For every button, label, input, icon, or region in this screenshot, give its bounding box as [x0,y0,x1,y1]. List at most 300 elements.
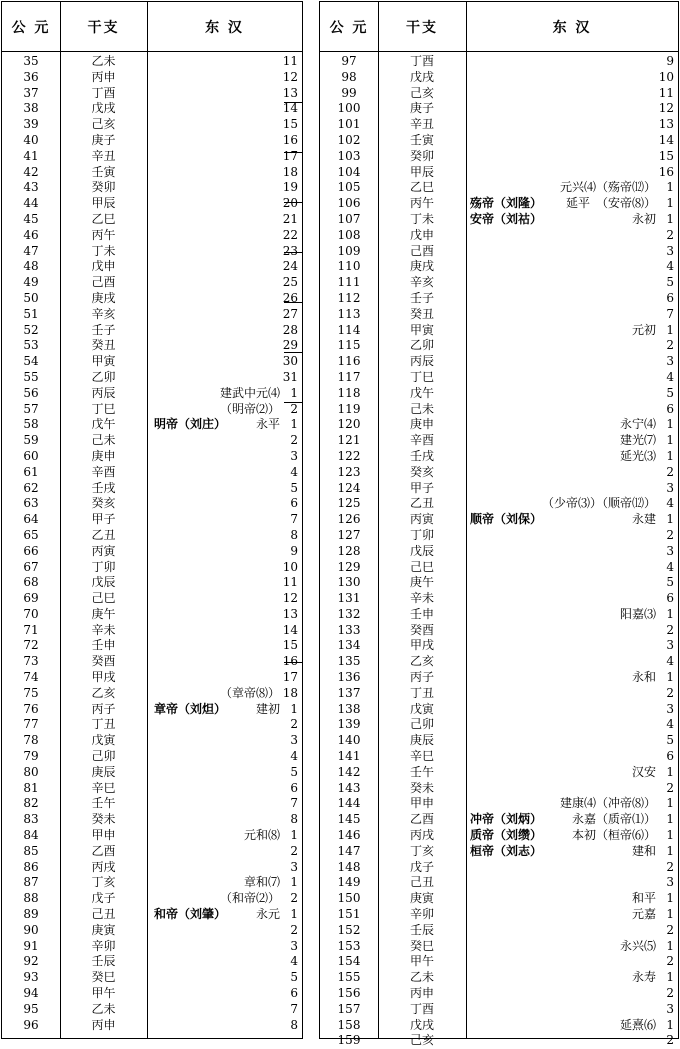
year-number: 5 [666,575,674,590]
year-cell: 88 [23,891,39,906]
table-row [320,402,678,418]
year-cell: 56 [23,385,39,400]
year-cell: 90 [23,922,39,937]
year-cell: 130 [337,575,361,590]
table-row [2,402,302,418]
ganzhi-cell: 戊申 [91,259,116,274]
year-number: 2 [290,433,298,448]
header-year: 公 元 [320,2,378,52]
year-cell: 98 [341,69,357,84]
table-row [2,1018,302,1034]
year-number: 1 [666,1017,674,1032]
year-cell: 47 [23,243,39,258]
year-cell: 133 [337,622,361,637]
table-row [2,86,302,102]
year-cell: 138 [337,701,361,716]
ganzhi-cell: 己巳 [91,591,116,606]
year-cell: 132 [337,606,361,621]
year-cell: 91 [23,938,39,953]
year-number: 2 [666,1033,674,1048]
table-row [2,828,302,844]
year-number: 6 [290,496,298,511]
year-number: 23 [282,243,298,258]
year-cell: 145 [337,812,361,827]
year-cell: 87 [23,875,39,890]
year-number: 4 [666,717,674,732]
table-row [320,1033,678,1049]
table-row [2,923,302,939]
year-number: 1 [666,512,674,527]
table-row [320,481,678,497]
table-row [2,654,302,670]
reign-title: 永嘉（质帝⑴） [571,812,656,827]
table-row [2,907,302,923]
table-row [320,133,678,149]
year-cell: 53 [23,338,39,353]
edge-tick [284,152,302,153]
year-number: 4 [666,654,674,669]
year-cell: 123 [337,464,361,479]
year-cell: 94 [23,986,39,1001]
table-row [320,212,678,228]
year-number: 8 [290,527,298,542]
year-number: 2 [666,685,674,700]
ganzhi-cell: 壬戌 [409,448,434,463]
table-row [2,607,302,623]
table-row [2,323,302,339]
ganzhi-cell: 丙子 [91,701,116,716]
year-cell: 82 [23,796,39,811]
table-row [2,860,302,876]
table-row [2,180,302,196]
ganzhi-cell: 丁酉 [91,85,116,100]
year-number: 31 [282,369,298,384]
year-number: 1 [666,670,674,685]
reign-title: 元初 [631,322,656,337]
reign-title: 阳嘉⑶ [619,606,656,621]
year-number: 1 [290,875,298,890]
ganzhi-cell: 戊寅 [409,701,434,716]
table-row [320,970,678,986]
table-row [320,1018,678,1034]
year-number: 2 [290,717,298,732]
year-number: 6 [666,401,674,416]
year-cell: 126 [337,512,361,527]
year-cell: 128 [337,543,361,558]
year-cell: 106 [337,196,361,211]
table-row [320,686,678,702]
ganzhi-cell: 壬申 [91,638,116,653]
table-row [320,117,678,133]
edge-tick [284,402,302,403]
emperor-name: 和帝（刘肇） [154,907,227,922]
year-number: 9 [290,543,298,558]
year-cell: 61 [23,464,39,479]
year-cell: 57 [23,401,39,416]
ganzhi-cell: 庚申 [91,448,116,463]
ganzhi-cell: 丁亥 [91,875,116,890]
year-number: 6 [666,749,674,764]
ganzhi-cell: 戊戌 [409,69,434,84]
table-row [320,180,678,196]
year-number: 1 [290,701,298,716]
table-row [2,370,302,386]
year-cell: 96 [23,1017,39,1032]
year-number: 26 [282,290,298,305]
ganzhi-cell: 癸卯 [409,148,434,163]
year-cell: 73 [23,654,39,669]
year-number: 1 [666,196,674,211]
year-cell: 114 [337,322,361,337]
reign-title: 本初（桓帝⑹） [571,828,656,843]
table-row [2,54,302,70]
ganzhi-cell: 乙丑 [91,527,116,542]
table-row [320,70,678,86]
reign-title: 和平 [631,891,656,906]
table-row [2,196,302,212]
year-number: 16 [658,164,674,179]
year-number: 24 [282,259,298,274]
year-number: 7 [290,512,298,527]
year-cell: 35 [23,54,39,68]
table-row [2,796,302,812]
table-row [2,244,302,260]
year-number: 1 [666,433,674,448]
year-cell: 120 [337,417,361,432]
reign-title: （少帝⑶）（顺帝⑿） [541,496,656,511]
ganzhi-cell: 乙巳 [91,211,116,226]
year-number: 10 [282,559,298,574]
emperor-name: 顺帝（刘保） [470,512,543,527]
year-number: 13 [282,606,298,621]
reign-title: 建武中元⑷ [219,385,280,400]
reign-title: 永寿 [631,970,656,985]
ganzhi-cell: 甲子 [409,480,434,495]
year-number: 1 [666,907,674,922]
year-number: 5 [666,733,674,748]
ganzhi-cell: 庚申 [409,417,434,432]
emperor-name: 明帝（刘庄） [154,417,227,432]
year-cell: 50 [23,290,39,305]
table-row [2,165,302,181]
year-cell: 97 [341,54,357,68]
ganzhi-cell: 甲午 [409,954,434,969]
year-number: 11 [282,575,298,590]
year-number: 1 [666,812,674,827]
table-row [2,544,302,560]
left-table-body [2,54,302,1033]
year-number: 29 [282,338,298,353]
table-row [2,386,302,402]
emperor-name: 章帝（刘炟） [154,701,227,716]
table-row [2,1002,302,1018]
table-row [320,591,678,607]
reign-title: 延熹⑹ [619,1017,656,1032]
table-row [320,449,678,465]
year-number: 1 [666,606,674,621]
table-row [2,528,302,544]
year-cell: 148 [337,859,361,874]
header-dynasty: 东 汉 [466,2,678,52]
year-number: 13 [282,85,298,100]
table-row [320,954,678,970]
edge-tick [284,252,302,253]
year-cell: 157 [337,1001,361,1016]
year-number: 3 [666,354,674,369]
year-number: 2 [666,622,674,637]
year-cell: 66 [23,543,39,558]
table-row [320,923,678,939]
right-table-body [320,54,678,1049]
header-year: 公 元 [2,2,60,52]
ganzhi-cell: 辛亥 [91,306,116,321]
year-number: 3 [666,638,674,653]
year-number: 12 [658,101,674,116]
table-row [320,986,678,1002]
ganzhi-cell: 戊戌 [409,1017,434,1032]
table-row [320,860,678,876]
table-row [320,891,678,907]
year-cell: 41 [23,148,39,163]
year-number: 3 [666,701,674,716]
ganzhi-cell: 乙酉 [409,812,434,827]
table-row [320,307,678,323]
header-dynasty: 东 汉 [147,2,302,52]
year-cell: 150 [337,891,361,906]
table-row [320,812,678,828]
year-number: 15 [282,117,298,132]
year-cell: 125 [337,496,361,511]
ganzhi-cell: 甲戌 [409,638,434,653]
table-row [2,560,302,576]
year-cell: 37 [23,85,39,100]
ganzhi-cell: 戊辰 [91,575,116,590]
ganzhi-cell: 己丑 [91,907,116,922]
reign-title: 延平 （安帝⑻） [565,196,656,211]
table-row [2,70,302,86]
table-row [2,812,302,828]
ganzhi-cell: 庚子 [91,132,116,147]
year-cell: 104 [337,164,361,179]
year-cell: 76 [23,701,39,716]
ganzhi-cell: 戊午 [91,417,116,432]
year-cell: 36 [23,69,39,84]
ganzhi-cell: 壬寅 [409,132,434,147]
year-number: 6 [666,591,674,606]
ganzhi-cell: 庚午 [91,606,116,621]
year-cell: 152 [337,922,361,937]
emperor-name: 桓帝（刘志） [470,843,543,858]
ganzhi-cell: 丙戌 [409,828,434,843]
year-number: 7 [666,306,674,321]
ganzhi-cell: 辛酉 [91,464,116,479]
year-number: 2 [666,986,674,1001]
table-row [2,117,302,133]
ganzhi-cell: 丙申 [409,986,434,1001]
year-cell: 65 [23,527,39,542]
year-number: 4 [290,749,298,764]
year-number: 1 [290,907,298,922]
year-number: 3 [666,243,674,258]
year-cell: 135 [337,654,361,669]
year-number: 5 [666,385,674,400]
year-number: 2 [666,527,674,542]
table-row [2,986,302,1002]
year-number: 13 [658,117,674,132]
year-cell: 59 [23,433,39,448]
reign-title: 建和 [631,843,656,858]
reign-title: （和帝⑵） [219,891,280,906]
emperor-name: 质帝（刘缵） [470,828,543,843]
year-cell: 140 [337,733,361,748]
year-cell: 129 [337,559,361,574]
ganzhi-cell: 甲子 [91,512,116,527]
year-cell: 112 [337,290,361,305]
table-row [2,338,302,354]
ganzhi-cell: 庚子 [409,101,434,116]
year-number: 3 [290,938,298,953]
table-row [2,228,302,244]
year-cell: 105 [337,180,361,195]
year-number: 1 [666,764,674,779]
year-number: 2 [290,401,298,416]
year-number: 8 [290,812,298,827]
table-row [320,433,678,449]
year-number: 1 [666,891,674,906]
year-cell: 58 [23,417,39,432]
table-row [2,939,302,955]
year-cell: 78 [23,733,39,748]
year-number: 30 [282,354,298,369]
ganzhi-cell: 辛卯 [91,938,116,953]
year-number: 1 [666,417,674,432]
year-number: 2 [666,227,674,242]
ganzhi-cell: 丙午 [409,196,434,211]
year-cell: 95 [23,1001,39,1016]
year-number: 28 [282,322,298,337]
year-number: 1 [666,796,674,811]
year-number: 16 [282,654,298,669]
table-row [2,275,302,291]
year-cell: 60 [23,448,39,463]
table-row [320,323,678,339]
ganzhi-cell: 甲申 [409,796,434,811]
table-row [2,954,302,970]
ganzhi-cell: 戊子 [409,859,434,874]
year-number: 3 [666,480,674,495]
table-row [2,101,302,117]
reign-title: 永元 [255,907,280,922]
reign-title: 永兴⑸ [619,938,656,953]
ganzhi-cell: 丙午 [91,227,116,242]
ganzhi-cell: 乙酉 [91,843,116,858]
reign-title: （章帝⑻） [219,685,280,700]
year-number: 15 [282,638,298,653]
year-cell: 92 [23,954,39,969]
ganzhi-cell: 丁酉 [409,1001,434,1016]
header-ganzhi: 干支 [60,2,147,52]
ganzhi-cell: 辛酉 [409,433,434,448]
reign-title: 延光⑶ [619,448,656,463]
ganzhi-cell: 己酉 [91,275,116,290]
year-number: 11 [282,54,298,68]
ganzhi-cell: 癸丑 [91,338,116,353]
ganzhi-cell: 己酉 [409,243,434,258]
year-cell: 124 [337,480,361,495]
year-number: 1 [666,322,674,337]
ganzhi-cell: 戊子 [91,891,116,906]
edge-tick [284,352,302,353]
year-cell: 83 [23,812,39,827]
reign-title: 永宁⑷ [619,417,656,432]
year-number: 4 [666,559,674,574]
year-number: 2 [666,780,674,795]
table-row [2,717,302,733]
ganzhi-cell: 壬子 [409,290,434,305]
year-number: 1 [666,211,674,226]
ganzhi-cell: 己巳 [409,559,434,574]
ganzhi-cell: 癸酉 [91,654,116,669]
ganzhi-cell: 丁亥 [409,843,434,858]
table-row [2,844,302,860]
table-row [320,623,678,639]
year-number: 1 [666,970,674,985]
year-number: 27 [282,306,298,321]
table-row [320,101,678,117]
table-row [320,528,678,544]
year-number: 19 [282,180,298,195]
year-number: 1 [666,448,674,463]
table-row [320,338,678,354]
ganzhi-cell: 庚辰 [91,764,116,779]
year-cell: 69 [23,591,39,606]
year-number: 1 [290,385,298,400]
year-cell: 74 [23,670,39,685]
ganzhi-cell: 丙戌 [91,859,116,874]
year-number: 17 [282,148,298,163]
ganzhi-cell: 丁酉 [409,54,434,68]
table-row [2,149,302,165]
table-row [320,796,678,812]
year-number: 5 [290,480,298,495]
left-table [1,1,303,1039]
table-row [320,86,678,102]
ganzhi-cell: 戊寅 [91,733,116,748]
year-number: 21 [282,211,298,226]
year-cell: 122 [337,448,361,463]
ganzhi-cell: 丙辰 [409,354,434,369]
year-number: 14 [282,622,298,637]
table-row [2,512,302,528]
year-cell: 86 [23,859,39,874]
year-number: 4 [666,496,674,511]
ganzhi-cell: 癸未 [91,812,116,827]
ganzhi-cell: 壬午 [409,764,434,779]
year-cell: 52 [23,322,39,337]
table-row [2,891,302,907]
year-number: 5 [290,764,298,779]
table-row [320,670,678,686]
year-number: 6 [666,290,674,305]
ganzhi-cell: 乙亥 [91,685,116,700]
reign-title: 章和⑺ [243,875,280,890]
table-row [2,733,302,749]
ganzhi-cell: 庚午 [409,575,434,590]
ganzhi-cell: 戊午 [409,385,434,400]
year-cell: 55 [23,369,39,384]
year-cell: 71 [23,622,39,637]
year-cell: 101 [337,117,361,132]
